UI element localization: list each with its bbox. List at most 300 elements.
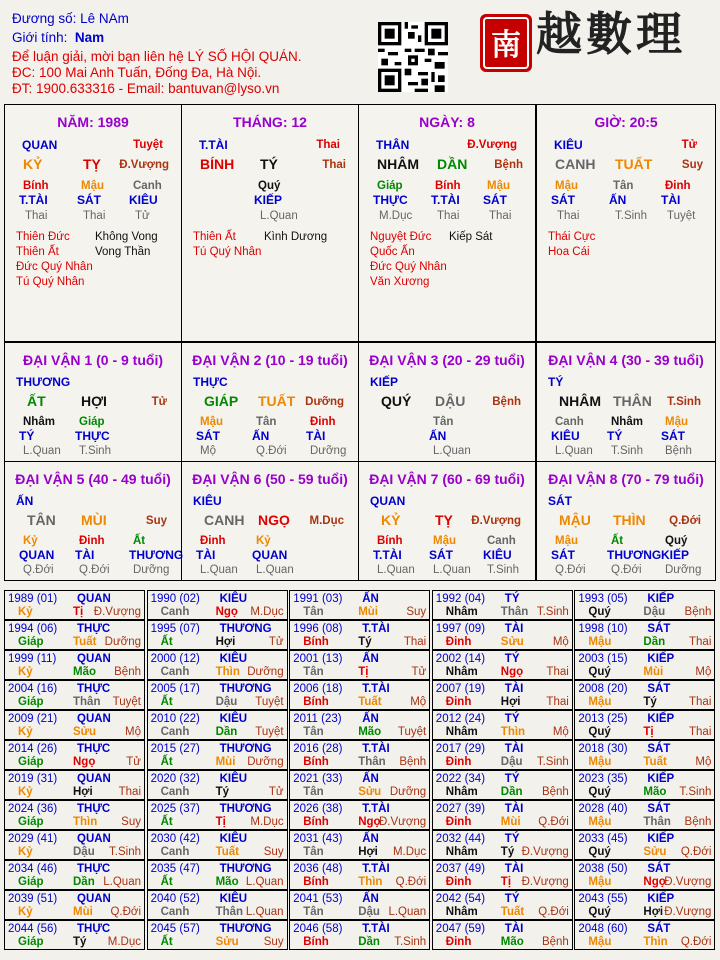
dai-van-branch: TỴ xyxy=(435,512,453,528)
dai-van-box xyxy=(181,461,359,581)
pillar-ten-god: QUAN xyxy=(22,138,58,152)
dai-van-branch: MÙI xyxy=(81,512,107,528)
hidden-stem: Mậu xyxy=(433,535,456,547)
auspicious-star: Thiên Đức xyxy=(16,231,70,243)
auspicious-star: Tú Quý Nhân xyxy=(16,276,85,288)
year-label: 1999 (11) xyxy=(8,653,57,665)
hidden-stem: Mậu xyxy=(487,180,510,192)
year-phase: Thai xyxy=(689,696,712,708)
year-cell xyxy=(432,650,573,680)
dai-van-box xyxy=(4,461,182,581)
year-branch: Tý xyxy=(500,846,515,858)
year-cell xyxy=(147,650,288,680)
year-phase: T.Sinh xyxy=(536,756,569,768)
pillar-earthly-branch: DẦN xyxy=(437,156,468,172)
year-stem: Kỷ xyxy=(18,666,33,678)
hidden-phase: Dưỡng xyxy=(133,564,170,576)
year-ten-god: THỰC xyxy=(77,743,111,755)
dai-van-title: ĐẠI VẬN 8 (70 - 79 tuổi) xyxy=(548,471,704,487)
year-phase: Suy xyxy=(263,936,284,948)
year-stem: Kỷ xyxy=(18,606,33,618)
year-stem: Mậu xyxy=(588,756,612,768)
year-label: 2009 (21) xyxy=(8,713,58,725)
year-cell xyxy=(4,590,145,620)
year-phase: Tử xyxy=(411,666,427,678)
year-branch: Ngọ xyxy=(643,876,666,888)
year-label: 2006 (18) xyxy=(293,683,343,695)
year-phase: Dưỡng xyxy=(247,756,284,768)
year-phase: L.Quan xyxy=(245,906,284,918)
year-cell xyxy=(289,710,430,740)
year-label: 2014 (26) xyxy=(8,743,58,755)
pillar-branch-phase: Suy xyxy=(681,159,703,171)
year-branch: Mùi xyxy=(358,606,378,618)
year-ten-god: SÁT xyxy=(647,923,671,935)
auspicious-star: Đức Quý Nhân xyxy=(16,261,93,273)
hidden-phase: Q.Đới xyxy=(611,564,642,576)
inauspicious-star: Không Vong xyxy=(95,231,158,243)
year-label: 1995 (07) xyxy=(150,623,200,635)
dai-van-title: ĐẠI VẬN 7 (60 - 69 tuổi) xyxy=(369,471,525,487)
year-stem: Quý xyxy=(588,906,611,918)
year-branch: Ngọ xyxy=(500,666,524,678)
year-stem: Đinh xyxy=(445,756,472,768)
year-ten-god: KIÊU xyxy=(219,893,248,905)
year-label: 2034 (46) xyxy=(8,863,58,875)
year-branch: Tuất xyxy=(643,756,667,768)
year-cell xyxy=(289,800,430,830)
hidden-ten-god: SÁT xyxy=(551,548,575,562)
pillar-heavenly-stem: NHÂM xyxy=(377,156,419,172)
year-label: 2017 (29) xyxy=(435,743,486,755)
year-cell xyxy=(574,770,715,800)
year-branch: Mão xyxy=(500,936,524,948)
hidden-ten-god: T.TÀI xyxy=(431,193,460,207)
year-ten-god: THỰC xyxy=(77,923,111,935)
year-cell xyxy=(289,680,430,710)
hidden-stem: Tân xyxy=(613,180,634,192)
year-cell xyxy=(432,710,573,740)
year-label: 2043 (55) xyxy=(578,893,628,905)
year-phase: T.Sinh xyxy=(536,606,569,618)
year-phase: Dưỡng xyxy=(104,636,141,648)
year-phase: Q.Đới xyxy=(680,936,712,948)
dai-van-box xyxy=(536,461,716,581)
year-phase: M.Dục xyxy=(392,846,427,858)
year-stem: Ất xyxy=(160,936,173,948)
year-label: 2025 (37) xyxy=(150,803,200,815)
year-stem: Đinh xyxy=(445,876,472,888)
year-stem: Giáp xyxy=(18,636,44,648)
year-branch: Tuất xyxy=(358,696,382,708)
year-phase: Tử xyxy=(126,756,141,768)
year-branch: Sửu xyxy=(358,786,382,798)
year-phase: Mộ xyxy=(552,636,569,648)
hidden-ten-god: KIÊU xyxy=(129,193,158,207)
year-stem: Quý xyxy=(588,606,611,618)
hidden-ten-god: T.TÀI xyxy=(19,193,48,207)
dai-van-ten-god: THƯƠNG xyxy=(16,375,71,389)
year-ten-god: THƯƠNG xyxy=(219,863,272,875)
year-phase: Đ.Vượng xyxy=(664,876,712,888)
inauspicious-star: Kiếp Sát xyxy=(449,231,493,243)
year-phase: L.Quan xyxy=(388,906,427,918)
dai-van-phase: T.Sinh xyxy=(667,396,701,408)
auspicious-star: Đức Quý Nhân xyxy=(370,261,447,273)
year-stem: Đinh xyxy=(445,696,472,708)
year-ten-god: THỰC xyxy=(77,623,111,635)
year-label: 2048 (60) xyxy=(578,923,628,935)
year-cell xyxy=(4,710,145,740)
hidden-phase: L.Quan xyxy=(433,564,471,576)
year-stem: Giáp xyxy=(18,756,44,768)
year-stem: Bính xyxy=(303,816,329,828)
year-ten-god: T.TÀI xyxy=(362,743,390,755)
year-ten-god: KIẾP xyxy=(647,833,675,845)
year-cell xyxy=(574,680,715,710)
pillar-box xyxy=(358,104,536,342)
year-ten-god: TÝ xyxy=(504,653,520,665)
year-label: 1989 (01) xyxy=(8,593,58,605)
year-label: 2010 (22) xyxy=(150,713,200,725)
year-branch: Tý xyxy=(73,936,87,948)
year-stem: Tân xyxy=(303,606,324,618)
year-cell xyxy=(4,680,145,710)
year-stem: Giáp xyxy=(18,936,44,948)
pillar-title: GIỜ: 20:5 xyxy=(594,114,658,130)
year-ten-god: KIÊU xyxy=(219,713,248,725)
year-ten-god: KIẾP xyxy=(647,893,675,905)
year-stem: Kỷ xyxy=(18,846,33,858)
year-cell xyxy=(574,860,715,890)
year-ten-god: QUAN xyxy=(77,833,111,845)
dai-van-phase: Bệnh xyxy=(492,396,521,408)
hidden-ten-god: THƯƠNG xyxy=(129,548,184,562)
year-branch: Tuất xyxy=(73,636,97,648)
dai-van-stem: CANH xyxy=(204,512,245,528)
inauspicious-star: Vong Thần xyxy=(95,246,151,258)
year-stem: Nhâm xyxy=(445,606,478,618)
year-phase: Thai xyxy=(689,636,712,648)
year-cell xyxy=(432,680,573,710)
year-cell xyxy=(147,710,288,740)
year-ten-god: TÀI xyxy=(504,803,524,815)
year-ten-god: TÝ xyxy=(504,773,520,785)
year-cell xyxy=(574,890,715,920)
hidden-ten-god: KIÊU xyxy=(551,429,580,443)
dai-van-title: ĐẠI VẬN 3 (20 - 29 tuổi) xyxy=(369,352,525,368)
year-cell xyxy=(147,830,288,860)
pillar-heavenly-stem: BÍNH xyxy=(200,156,235,172)
hidden-ten-god: T.TÀI xyxy=(373,548,402,562)
year-stem: Canh xyxy=(160,726,190,738)
hidden-phase: L.Quan xyxy=(433,445,471,457)
dai-van-ten-god: TÝ xyxy=(548,375,564,389)
year-stem: Nhâm xyxy=(445,726,478,738)
year-branch: Mùi xyxy=(500,816,521,828)
year-stem: Quý xyxy=(588,846,611,858)
year-label: 2038 (50) xyxy=(578,863,628,875)
year-stem: Quý xyxy=(588,666,611,678)
pillar-box xyxy=(4,104,182,342)
hidden-stem: Tân xyxy=(256,416,277,428)
year-branch: Tị xyxy=(73,606,84,618)
year-cell xyxy=(432,770,573,800)
year-stem: Nhâm xyxy=(445,846,478,858)
dai-van-box xyxy=(358,461,536,581)
hidden-ten-god: KIẾP xyxy=(254,193,283,207)
year-label: 2042 (54) xyxy=(435,893,486,905)
year-stem: Đinh xyxy=(445,636,472,648)
year-label: 2016 (28) xyxy=(293,743,343,755)
year-cell xyxy=(4,620,145,650)
hidden-stem: Ất xyxy=(133,535,146,547)
hidden-stem: Canh xyxy=(133,180,162,192)
year-ten-god: SÁT xyxy=(647,863,671,875)
pillar-title: NGÀY: 8 xyxy=(419,114,475,130)
dai-van-title: ĐẠI VẬN 1 (0 - 9 tuổi) xyxy=(22,352,163,368)
year-phase: Suy xyxy=(121,816,141,828)
hidden-stem: Nhâm xyxy=(611,416,643,428)
pillar-title: THÁNG: 12 xyxy=(233,114,307,130)
pillar-box xyxy=(181,104,359,342)
year-stem: Bính xyxy=(303,756,329,768)
year-cell xyxy=(574,710,715,740)
year-ten-god: ẤN xyxy=(362,593,379,605)
hidden-phase: Thai xyxy=(489,210,512,222)
hidden-phase: L.Quan xyxy=(260,210,298,222)
year-ten-god: ẤN xyxy=(362,653,379,665)
year-ten-god: TÀI xyxy=(504,623,524,635)
dai-van-branch: THÌN xyxy=(613,512,646,528)
year-phase: L.Quan xyxy=(245,876,284,888)
year-stem: Mậu xyxy=(588,636,612,648)
hidden-phase: Tử xyxy=(135,210,150,222)
year-phase: Đ.Vượng xyxy=(378,816,427,828)
auspicious-star: Nguyệt Đức xyxy=(370,231,432,243)
hidden-ten-god: TÝ xyxy=(607,429,623,443)
dai-van-stem: ẤT xyxy=(27,393,46,409)
year-cell xyxy=(289,770,430,800)
year-branch: Thân xyxy=(358,756,386,768)
year-ten-god: T.TÀI xyxy=(362,863,390,875)
hidden-stem: Kỷ xyxy=(23,535,38,547)
year-cell xyxy=(432,620,573,650)
dai-van-box xyxy=(536,342,716,462)
year-branch: Dần xyxy=(73,876,95,888)
dai-van-box xyxy=(181,342,359,462)
year-label: 2003 (15) xyxy=(578,653,628,665)
year-phase: Bệnh xyxy=(684,606,712,618)
year-ten-god: T.TÀI xyxy=(362,803,390,815)
year-ten-god: SÁT xyxy=(647,803,671,815)
year-ten-god: QUAN xyxy=(77,653,111,665)
hidden-stem: Giáp xyxy=(79,416,105,428)
year-branch: Thìn xyxy=(73,816,98,828)
pillar-box xyxy=(536,104,716,342)
year-cell xyxy=(147,800,288,830)
hidden-ten-god: THỰC xyxy=(75,429,110,443)
hidden-stem: Ất xyxy=(611,535,624,547)
hidden-ten-god: SÁT xyxy=(196,429,220,443)
year-ten-god: KIÊU xyxy=(219,833,248,845)
dai-van-ten-god: THỰC xyxy=(193,375,228,389)
year-cell xyxy=(289,740,430,770)
year-label: 1990 (02) xyxy=(150,593,200,605)
hidden-ten-god: SÁT xyxy=(429,548,453,562)
year-branch: Hợi xyxy=(643,906,664,918)
year-ten-god: TÀI xyxy=(504,743,524,755)
year-cell xyxy=(574,920,715,950)
year-branch: Thân xyxy=(73,696,101,708)
auspicious-star: Hoa Cái xyxy=(548,246,590,258)
dai-van-ten-god: KIÊU xyxy=(193,494,222,508)
year-label: 2039 (51) xyxy=(8,893,58,905)
inauspicious-star: Kình Dương xyxy=(264,231,328,243)
dai-van-stem: GIÁP xyxy=(204,393,239,409)
year-phase: Q.Đới xyxy=(538,816,569,828)
year-cell xyxy=(4,650,145,680)
hidden-ten-god: SÁT xyxy=(661,429,685,443)
auspicious-star: Văn Xương xyxy=(370,276,430,288)
dai-van-box xyxy=(4,342,182,462)
hidden-stem: Bính xyxy=(23,180,49,192)
year-label: 2023 (35) xyxy=(578,773,628,785)
year-stem: Canh xyxy=(160,666,190,678)
year-cell xyxy=(574,740,715,770)
year-branch: Dần xyxy=(215,726,238,738)
year-branch: Thìn xyxy=(643,936,668,948)
seal-text: 南 xyxy=(491,28,521,63)
year-branch: Hợi xyxy=(500,696,521,708)
dai-van-stem: MẬU xyxy=(559,512,591,528)
year-stem: Ất xyxy=(160,816,173,828)
hidden-phase: M.Dục xyxy=(379,210,413,222)
hidden-ten-god: THỰC xyxy=(373,193,408,207)
auspicious-star: Thiên Ất xyxy=(193,231,236,243)
year-branch: Thìn xyxy=(215,666,240,678)
year-cell xyxy=(574,830,715,860)
year-stem: Kỷ xyxy=(18,786,33,798)
qr-code-icon xyxy=(378,22,448,92)
hidden-phase: Bệnh xyxy=(665,445,692,457)
year-branch: Hợi xyxy=(358,846,378,858)
year-label: 1998 (10) xyxy=(578,623,628,635)
year-cell xyxy=(432,830,573,860)
gender-label xyxy=(12,30,104,46)
hidden-ten-god: SÁT xyxy=(483,193,507,207)
year-cell xyxy=(574,620,715,650)
year-label: 2028 (40) xyxy=(578,803,628,815)
year-phase: Tử xyxy=(268,786,284,798)
year-branch: Dần xyxy=(358,936,380,948)
year-phase: Bệnh xyxy=(541,786,569,798)
year-cell xyxy=(147,860,288,890)
hidden-stem: Quý xyxy=(258,180,281,192)
hidden-stem: Nhâm xyxy=(23,416,55,428)
year-branch: Tị xyxy=(215,816,226,828)
hidden-ten-god: TÀI xyxy=(661,193,681,207)
hidden-stem: Canh xyxy=(555,416,584,428)
year-ten-god: THƯƠNG xyxy=(219,923,272,935)
hidden-phase: T.Sinh xyxy=(611,445,643,457)
year-stem: Kỷ xyxy=(18,906,33,918)
year-phase: L.Quan xyxy=(103,876,141,888)
hidden-phase: L.Quan xyxy=(256,564,294,576)
hidden-stem: Mậu xyxy=(81,180,104,192)
hidden-ten-god: THƯƠNG xyxy=(607,548,662,562)
year-label: 2001 (13) xyxy=(293,653,343,665)
year-stem: Ất xyxy=(160,756,173,768)
year-label: 2047 (59) xyxy=(435,923,486,935)
hidden-stem: Kỷ xyxy=(256,535,271,547)
year-branch: Mão xyxy=(358,726,382,738)
pillar-top-phase: Tuyệt xyxy=(133,139,163,151)
year-label: 2040 (52) xyxy=(150,893,200,905)
year-label: 2030 (42) xyxy=(150,833,200,845)
dai-van-stem: QUÝ xyxy=(381,393,412,409)
pillar-branch-phase: Bệnh xyxy=(494,159,523,171)
year-stem: Canh xyxy=(160,786,190,798)
pillar-branch-phase: Thai xyxy=(322,159,346,171)
year-ten-god: KIÊU xyxy=(219,593,248,605)
year-ten-god: SÁT xyxy=(647,743,671,755)
year-stem: Bính xyxy=(303,636,329,648)
hidden-stem: Mậu xyxy=(665,416,688,428)
year-phase: T.Sinh xyxy=(394,936,427,948)
year-label: 2035 (47) xyxy=(150,863,200,875)
year-stem: Tân xyxy=(303,726,324,738)
year-label: 2015 (27) xyxy=(150,743,200,755)
year-cell xyxy=(289,860,430,890)
year-phase: Bệnh xyxy=(114,666,141,678)
year-stem: Đinh xyxy=(445,936,472,948)
dai-van-phase: Tử xyxy=(151,396,167,408)
year-phase: Q.Đới xyxy=(538,906,569,918)
year-cell xyxy=(289,650,430,680)
year-phase: M.Dục xyxy=(250,816,284,828)
year-ten-god: THỰC xyxy=(77,863,111,875)
year-ten-god: THỰC xyxy=(77,683,111,695)
year-ten-god: TÝ xyxy=(504,893,520,905)
year-label: 2031 (43) xyxy=(293,833,343,845)
year-branch: Dậu xyxy=(643,606,666,618)
year-ten-god: T.TÀI xyxy=(362,623,390,635)
year-label: 2004 (16) xyxy=(8,683,58,695)
year-ten-god: THƯƠNG xyxy=(219,743,272,755)
pillar-heavenly-stem: CANH xyxy=(555,156,596,172)
year-cell xyxy=(147,680,288,710)
year-branch: Hợi xyxy=(215,636,236,648)
dai-van-branch: NGỌ xyxy=(258,512,290,528)
year-phase: T.Sinh xyxy=(109,846,141,858)
year-phase: Tử xyxy=(268,636,284,648)
year-cell xyxy=(4,890,145,920)
year-cell xyxy=(147,620,288,650)
year-cell xyxy=(289,890,430,920)
year-label: 2007 (19) xyxy=(435,683,486,695)
year-cell xyxy=(147,740,288,770)
dai-van-stem: NHÂM xyxy=(559,393,601,409)
year-phase: Đ.Vượng xyxy=(521,876,569,888)
year-phase: Đ.Vượng xyxy=(93,606,141,618)
year-label: 2044 (56) xyxy=(8,923,58,935)
hidden-phase: Mộ xyxy=(200,445,216,457)
pillar-top-phase: Tử xyxy=(681,139,697,151)
year-stem: Mậu xyxy=(588,696,612,708)
year-phase: Bệnh xyxy=(684,816,712,828)
year-ten-god: KIẾP xyxy=(647,773,675,785)
